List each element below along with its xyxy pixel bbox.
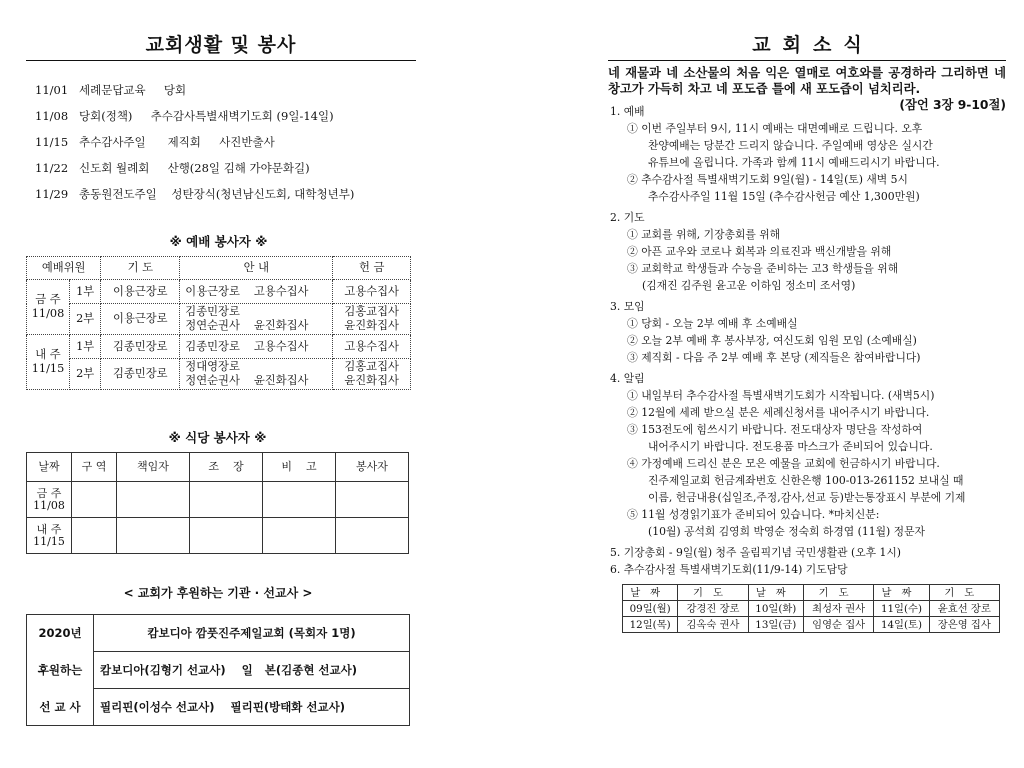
news-item-continuation: 이름, 헌금내용(십일조,주정,감사,선교 등)받는통장표시 부분에 기제	[648, 491, 966, 504]
left-page	[26, 0, 416, 714]
table-header-row: 예배위원 기 도 안 내 헌 금	[27, 257, 411, 280]
prayer-schedule-table	[622, 584, 1000, 633]
news-section-heading: 4. 알림	[610, 372, 645, 385]
news-item: ① 이번 주일부터 9시, 11시 예배는 대면예배로 드립니다. 오후	[627, 122, 923, 135]
schedule-item: 11/08 당회(정책) 추수감사특별새벽기도회 (9일-14일)	[35, 109, 334, 123]
table-row: 2부 이용근장로 김종민장로 정연순권사 윤진화집사 김홍교집사 윤진화집사	[27, 304, 411, 335]
table-row: 2부 김종민장로 정대영장로 정연순권사 윤진화집사 김홍교집사 윤진화집사	[27, 359, 411, 390]
news-item-continuation: 추수감사주일 11월 15일 (추수감사헌금 예산 1,300만원)	[648, 190, 920, 203]
news-item: ② 아픈 교우와 코로나 회복과 의료진과 백신개발을 위해	[627, 245, 892, 258]
page-title: 교회소식	[752, 34, 874, 56]
table-row: 내 주 11/15 1부 김종민장로 김종민장로 고용수집사 고용수집사	[27, 335, 411, 359]
support-table	[26, 614, 410, 726]
scripture-verse: 네 재물과 네 소산물의 처음 익은 열매로 여호와를 공경하라 그리하면 네 창고가 가득히 차고 네 포도즙 틀에 새 포도즙이 넘치리라. (잠언 3장 9-10절)	[608, 66, 1006, 112]
news-section-heading: 1. 예배	[610, 105, 645, 118]
news-item: ① 교회를 위해, 기장총회를 위해	[627, 228, 781, 241]
news-item: ① 당회 - 오늘 2부 예배 후 소예배실	[627, 317, 798, 330]
news-item: ⑤ 11월 성경읽기표가 준비되어 있습니다. *마치신분:	[627, 508, 880, 521]
table-header-row: 날짜 구 역 책임자 조 장 비 고 봉사자	[27, 453, 409, 482]
news-item: ③ 153전도에 힘쓰시기 바랍니다. 전도대상자 명단을 작성하여	[627, 423, 923, 436]
table-row: 금 주 11/08 1부 이용근장로 이용근장로 고용수집사 고용수집사	[27, 280, 411, 304]
news-section-heading: 3. 모임	[610, 300, 645, 313]
news-item-continuation: (10월) 공석희 김영희 박영순 정숙희 하경엽 (11월) 정문자	[648, 525, 925, 538]
news-item-continuation: 내어주시기 바랍니다. 전도용품 마스크가 준비되어 있습니다.	[648, 440, 933, 453]
news-item-continuation: 찬양예배는 당분간 드리지 않습니다. 주일예배 영상은 실시간	[648, 139, 933, 152]
news-item: ④ 가정예배 드리신 분은 모은 예물을 교회에 헌금하시기 바랍니다.	[627, 457, 940, 470]
news-item: ② 오늘 2부 예배 후 봉사부장, 여신도회 임원 모임 (소예배실)	[627, 334, 917, 347]
table-row: 12일(목) 김옥숙 권사 13일(금) 임영순 집사 14일(토) 장은영 집사	[623, 617, 1000, 633]
news-item-continuation: 진주제일교회 헌금계좌번호 신한은행 100-013-261152 보내실 때	[648, 474, 964, 487]
page-title: 교회생활 및 봉사	[145, 34, 297, 56]
table-row: 후원하는 캄보디아(김형기 선교사) 일 본(김종현 선교사)	[27, 652, 410, 689]
schedule-item: 11/29 총동원전도주일 성탄장식(청년남신도회, 대학청년부)	[35, 187, 355, 201]
news-item-continuation: (김재진 김주원 윤고운 이하임 정소미 조서영)	[642, 279, 856, 292]
cafeteria-servers-title: ※ 식당 봉사자 ※	[168, 430, 267, 445]
news-list	[608, 103, 1006, 578]
title-divider	[608, 60, 1006, 61]
right-page	[608, 0, 1006, 633]
support-title: < 교회가 후원하는 기관 · 선교사 >	[123, 586, 313, 600]
news-item-continuation: 유튜브에 올립니다. 가족과 함께 11시 예배드리시기 바랍니다.	[648, 156, 940, 169]
news-item: ③ 교회학교 학생들과 수능을 준비하는 고3 학생들을 위해	[627, 262, 899, 275]
schedule-list	[26, 77, 416, 207]
news-item: ② 12월에 세례 받으실 분은 세례신청서를 내어주시기 바랍니다.	[627, 406, 930, 419]
table-row: 2020년 캄보디아 깜풋진주제일교회 (목회자 1명)	[27, 615, 410, 652]
news-item: ② 추수감사절 특별새벽기도회 9일(월) - 14일(토) 새벽 5시	[627, 173, 908, 186]
cafeteria-servers-table	[26, 452, 409, 554]
schedule-item: 11/01 세례문답교육 당회	[35, 83, 187, 97]
news-section-heading: 2. 기도	[610, 211, 645, 224]
table-row: 금 주 11/08	[27, 482, 409, 518]
scripture-reference: (잠언 3장 9-10절)	[899, 98, 1006, 112]
news-item: ① 내일부터 추수감사절 특별새벽기도회가 시작됩니다. (새벽5시)	[627, 389, 935, 402]
schedule-item: 11/22 신도회 월례회 산행(28일 김해 가야문화길)	[35, 161, 310, 175]
table-row: 내 주 11/15	[27, 518, 409, 554]
news-section-heading: 6. 추수감사절 특별새벽기도회(11/9-14) 기도담당	[610, 563, 848, 576]
worship-servers-title: ※ 예배 봉사자 ※	[169, 234, 268, 249]
schedule-item: 11/15 추수감사주일 제직회 사진반출사	[35, 135, 275, 149]
news-section-heading: 5. 기장총회 - 9일(월) 청주 올림픽기념 국민생활관 (오후 1시)	[610, 546, 902, 559]
news-item: ③ 제직회 - 다음 주 2부 예배 후 본당 (제직들은 참여바랍니다)	[627, 351, 921, 364]
worship-servers-table	[26, 256, 411, 390]
table-row: 선 교 사 필리핀(이성수 선교사) 필리핀(방태화 선교사)	[27, 689, 410, 726]
title-divider	[26, 60, 416, 61]
table-row: 09일(월) 강경진 장로 10일(화) 최성자 권사 11일(수) 윤효선 장로	[623, 601, 1000, 617]
table-header-row: 날짜 기도 날짜 기도 날짜 기도	[623, 585, 1000, 601]
